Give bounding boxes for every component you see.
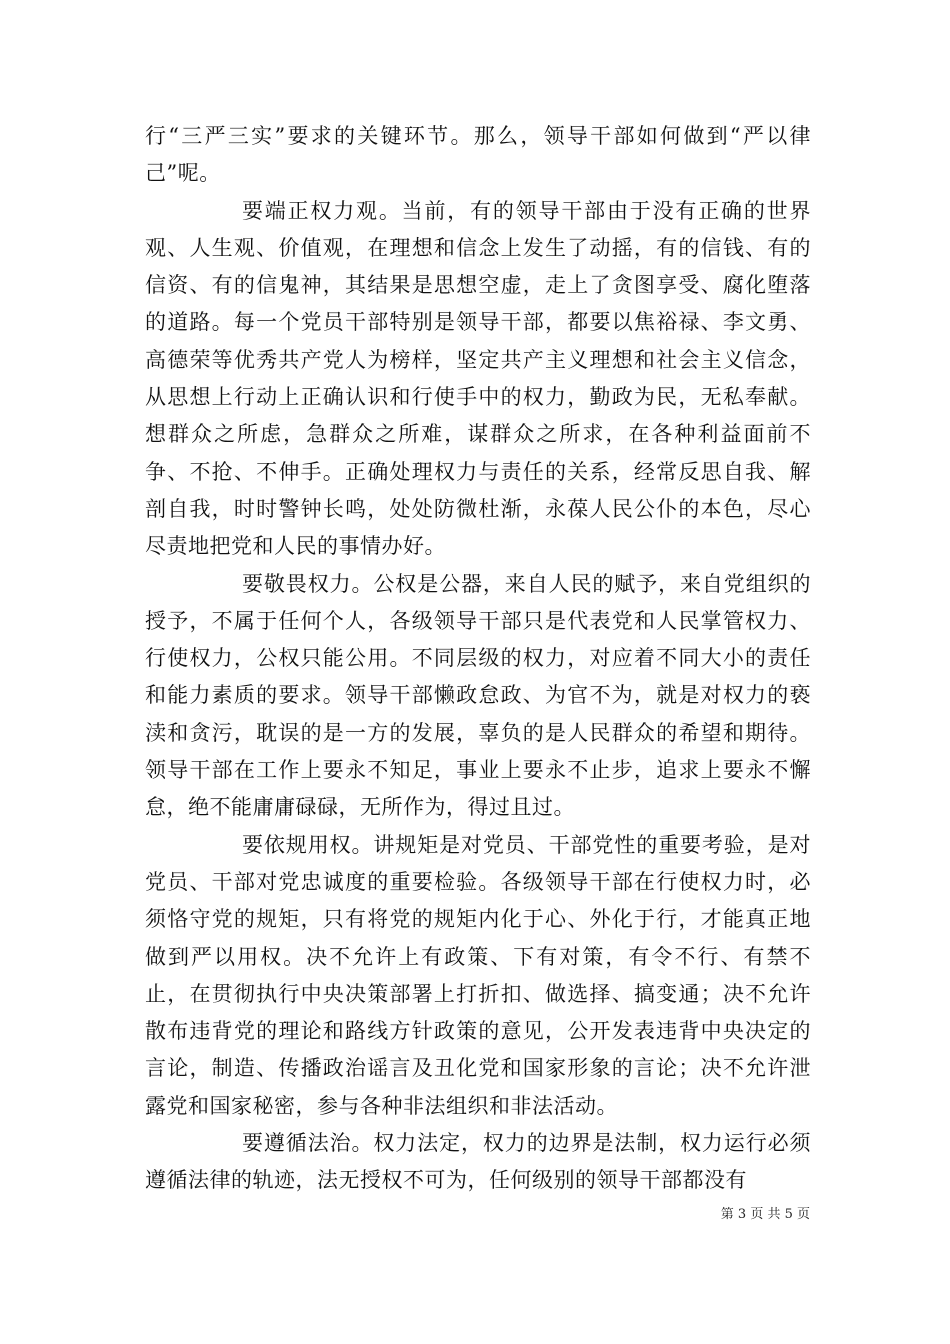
paragraph-respect-power: 要敬畏权力。公权是公器，来自人民的赋予，来自党组织的授予，不属于任何个人，各级领导干部只是代表党和人民掌管权力、行使权力，公权只能公用。不同层级的权力，对应着不同大小的责任和能力素质的要求。领导干部懒政怠政、为官不为，就是对权力的亵渎和贪污，耽误的是一方的发展，辜负的是人民群众的希望和期待。领导干部在工作上要永不知足，事业上要永不止步，追求上要永不懈怠，绝不能庸庸碌碌，无所作为，得过且过。 [145, 571, 811, 820]
paragraph-continuation: 行“三严三实”要求的关键环节。那么，领导干部如何做到“严以律己”呢。 [145, 124, 811, 186]
body-text [145, 118, 811, 1200]
page-number-footer: 第 3 页 共 5 页 [720, 1207, 810, 1222]
paragraph-power-view: 要端正权力观。当前，有的领导干部由于没有正确的世界观、人生观、价值观，在理想和信念上发生了动摇，有的信钱、有的信资、有的信鬼神，其结果是思想空虚，走上了贪图享受、腐化堕落的道路。每一个党员干部特别是领导干部，都要以焦裕禄、李文勇、高德荣等优秀共产党人为榜样，坚定共产主义理想和社会主义信念，从思想上行动上正确认识和行使手中的权力，勤政为民，无私奉献。想群众之所虑，急群众之所难，谋群众之所求，在各种利益面前不争、不抢、不伸手。正确处理权力与责任的关系，经常反思自我、解剖自我，时时警钟长鸣，处处防微杜渐，永葆人民公仆的本色，尽心尽责地把党和人民的事情办好。 [145, 198, 811, 559]
paragraph-follow-rule-of-law: 要遵循法治。权力法定，权力的边界是法制，权力运行必须遵循法律的轨迹，法无授权不可为，任何级别的领导干部都没有 [145, 1131, 811, 1193]
paragraph-use-power-by-rules: 要依规用权。讲规矩是对党员、干部党性的重要考验，是对党员、干部对党忠诚度的重要检验。各级领导干部在行使权力时，必须恪守党的规矩，只有将党的规矩内化于心、外化于行，才能真正地做到严以用权。决不允许上有政策、下有对策，有令不行、有禁不止，在贯彻执行中央决策部署上打折扣、做选择、搞变通；决不允许散布违背党的理论和路线方针政策的意见，公开发表违背中央决定的言论，制造、传播政治谣言及丑化党和国家形象的言论；决不允许泄露党和国家秘密，参与各种非法组织和非法活动。 [145, 832, 811, 1118]
